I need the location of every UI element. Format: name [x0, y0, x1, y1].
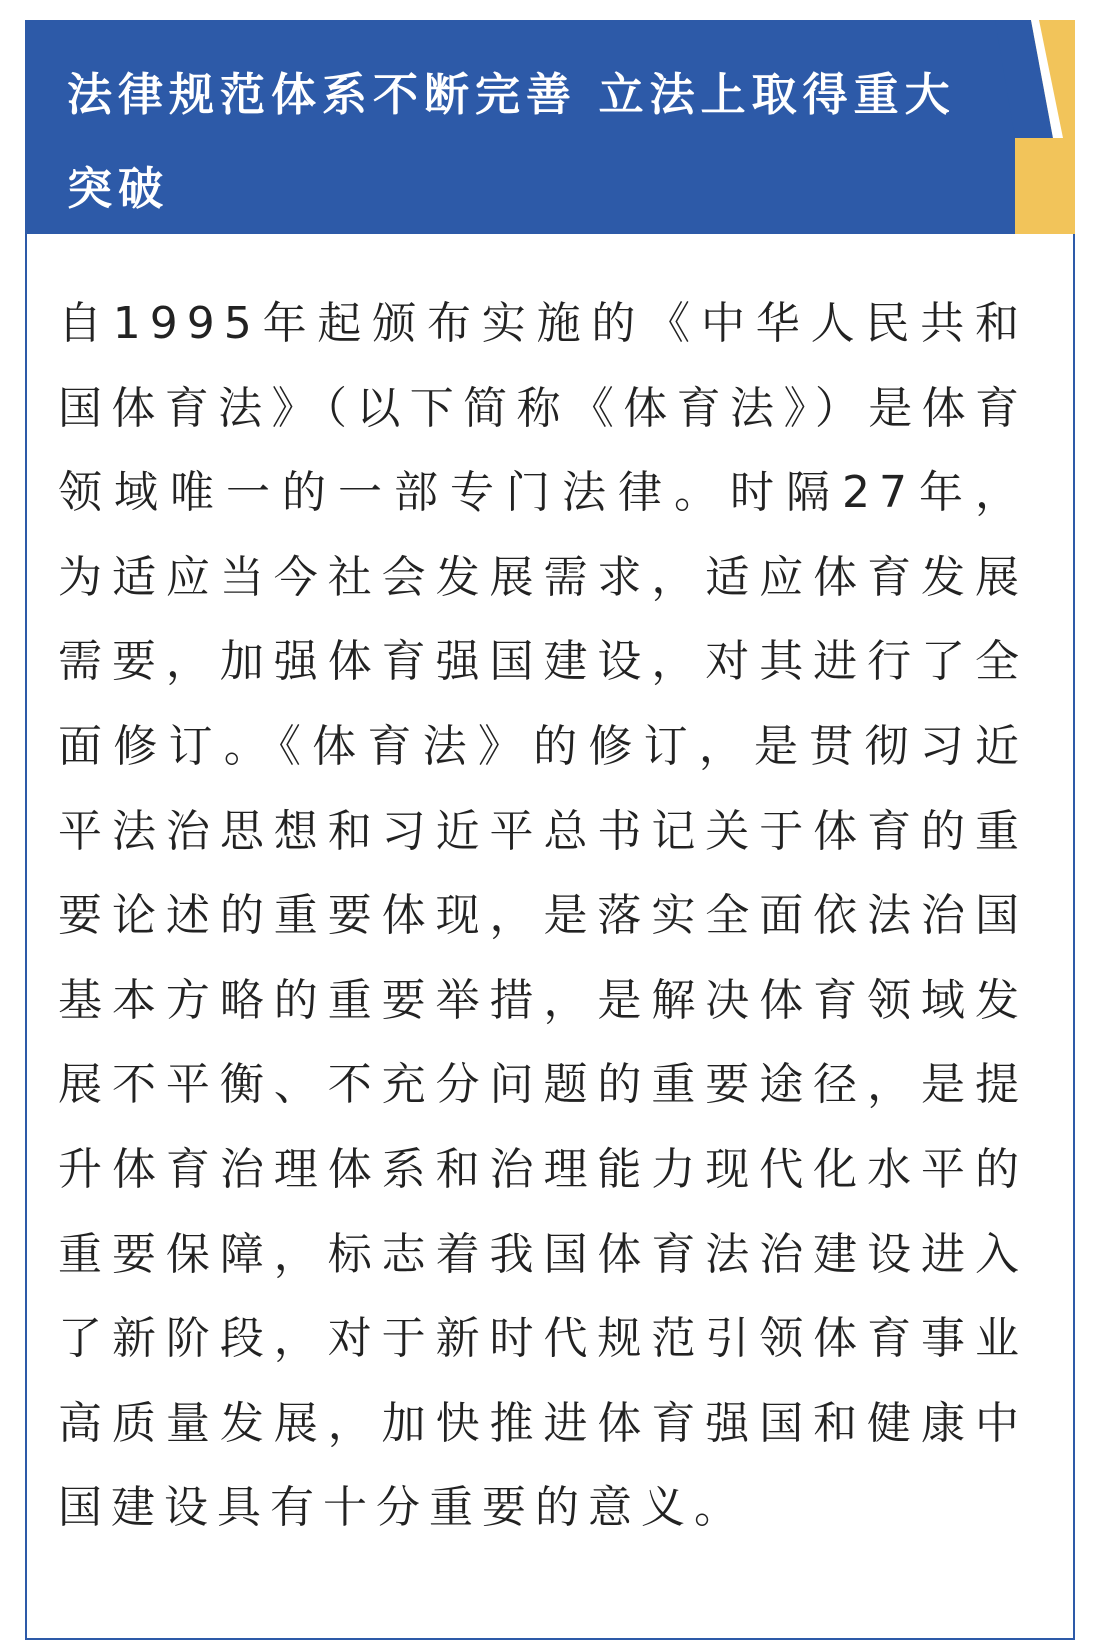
- header-corner-decoration: [995, 20, 1075, 234]
- section-title: 法律规范体系不断完善 立法上取得重大突破: [67, 68, 956, 215]
- section-header: [25, 20, 1075, 234]
- article-paragraph: 自1995年起颁布实施的《中华人民共和国体育法》（以下简称《体育法》）是体育领域唯一的一部专门法律。时隔27年，为适应当今社会发展需求，适应体育发展需要，加强体育强国建设，对其进行了全面修订。《体育法》的修订，是贯彻习近平法治思想和习近平总书记关于体育的重要论述的重要体现，是落实全面依法治国基本方略的重要举措，是解决体育领域发展不平衡、不充分问题的重要途径，是提升体育治理体系和治理能力现代化水平的重要保障，标志着我国体育法治建设进入了新阶段，对于新时代规范引领体育事业高质量发展，加快推进体育强国和健康中国建设具有十分重要的意义。: [58, 298, 1028, 1534]
